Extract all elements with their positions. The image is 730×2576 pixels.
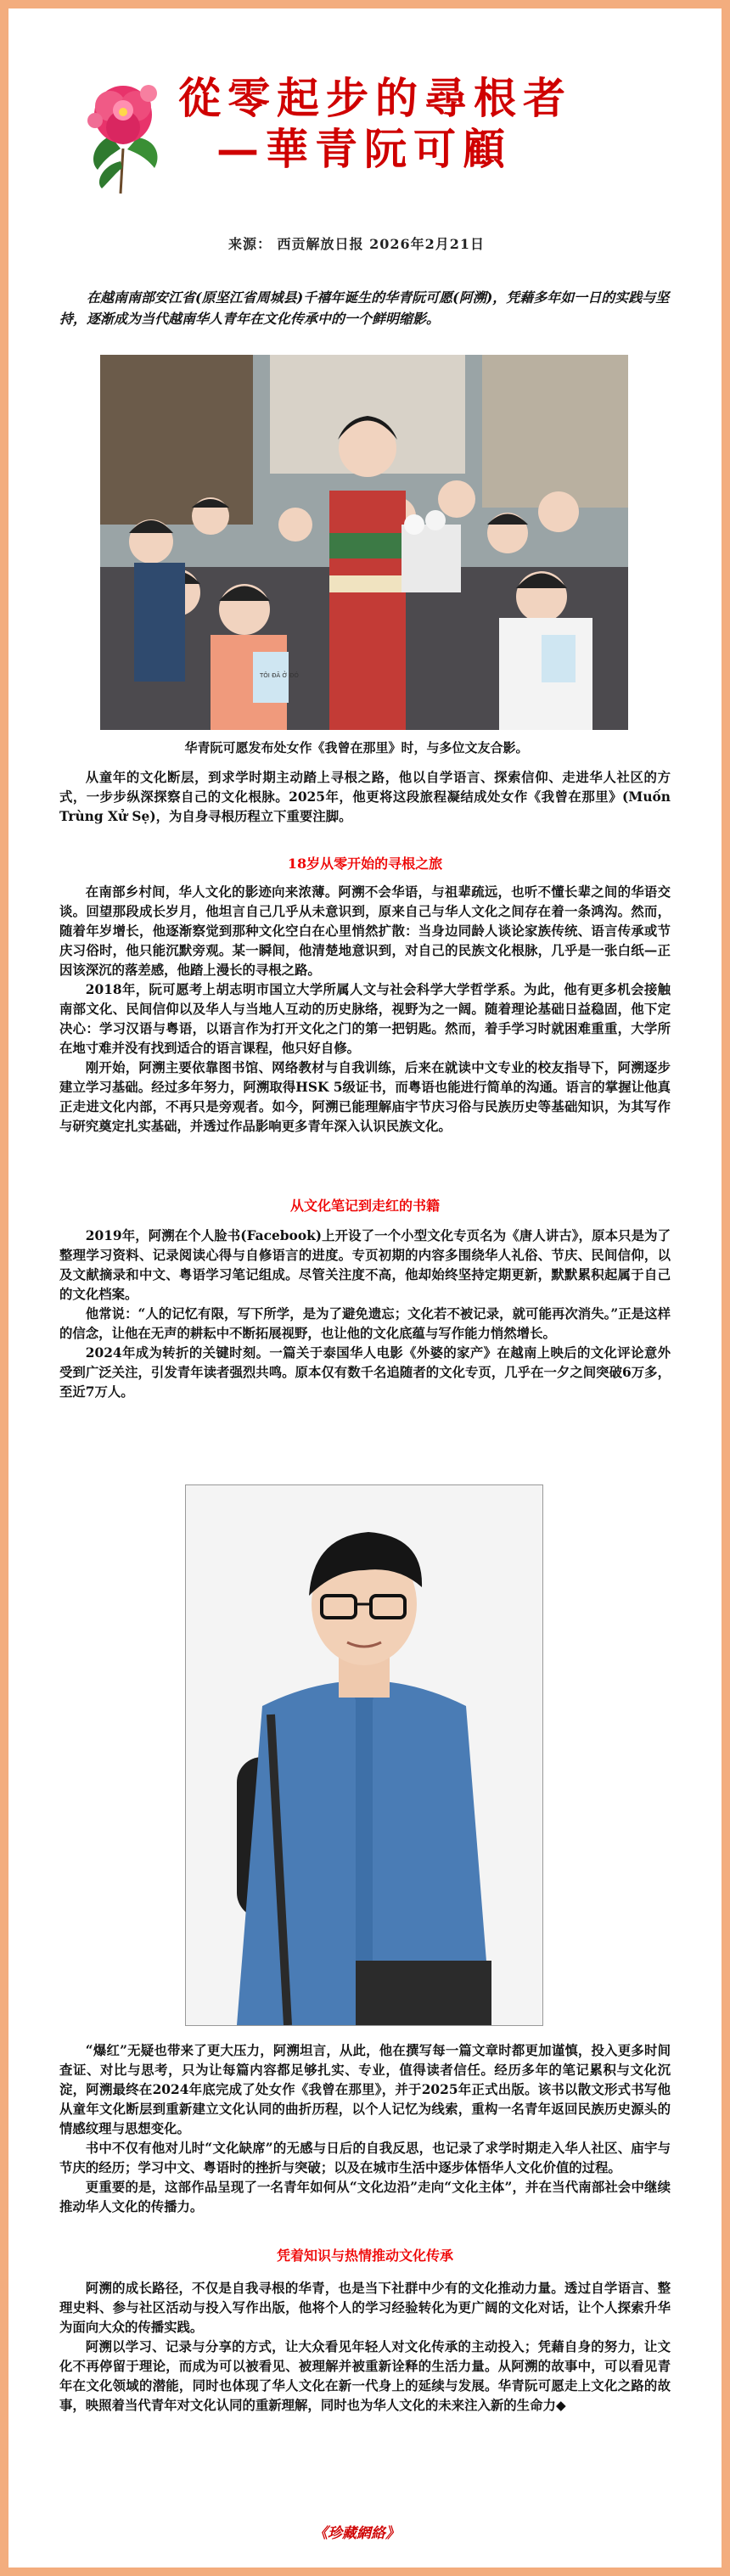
section2-paragraph: 2019年，阿溯在个人脸书(Facebook)上开设了一个小型文化专页名为《唐人讲古》，原本只是为了整理学习资料、记录阅读心得与自修语言的进度。专页初期的内容多围绕华人礼俗、节庆、民间信仰，以及文献摘录和中文、粤语学习笔记组成。尽管关注度不高，他却始终坚持定期更新，默默累积起属于自己的文化档案。	[59, 1228, 671, 1302]
section2-heading: 从文化笔记到走红的书籍	[289, 1198, 440, 1214]
section4-heading: 凭着知识与热情推动文化传承	[276, 2248, 453, 2264]
section2-body	[59, 1226, 671, 1402]
peony-flower-icon	[76, 68, 170, 195]
page-title: 從零起步的尋根者	[178, 73, 572, 123]
section2-paragraph: 他常说：“人的记忆有限，写下所学，是为了避免遗忘；文化若不被记录，就可能再次消失。”正是这样的信念，让他在无声的耕耘中不断拓展视野，也让他的文化底蕴与写作能力悄然增长。	[59, 1306, 671, 1341]
intro-text: 从童年的文化断层，到求学时期主动踏上寻根之路，他以自学语言、探索信仰、走进华人社区的方式，一步步纵深探察自己的文化根脉。2025年，他更将这段旅程凝结成处女作《我曾在那里》(Muốn Trùng Xử Sẹ)，为自身寻根历程立下重要注脚。	[59, 770, 671, 824]
section3-paragraph: “爆红”无疑也带来了更大压力，阿溯坦言，从此，他在撰写每一篇文章时都更加谨慎，投入更多时间查证、对比与思考，只为让每篇内容都足够扎实、专业，值得读者信任。经历多年的笔记累积与文化沉淀，阿溯最终在2024年底完成了处女作《我曾在那里》，并于2025年正式出版。该书以散文形式书写他从童年文化断层到重新建立文化认同的曲折历程，以个人记忆为线索，重构一名青年返回民族历史源头的情感纹理与思想变化。	[59, 2043, 671, 2136]
section1-heading: 18岁从零开始的寻根之旅	[287, 856, 443, 872]
photo1-caption: 华青阮可愿发布处女作《我曾在那里》时，与多位文友合影。	[184, 740, 529, 755]
section2-paragraph: 2024年成为转折的关键时刻。一篇关于泰国华人电影《外婆的家产》在越南上映后的文化评论意外受到广泛关注，引发青年读者强烈共鸣。原本仅有数千名追随者的文化专页，几乎在一夕之间突破6万多，至近7万人。	[59, 1345, 671, 1400]
section1-paragraph: 在南部乡村间，华人文化的影迹向来浓薄。阿溯不会华语，与祖辈疏远，也听不懂长辈之间的华语交谈。回望那段成长岁月，他坦言自己几乎从未意识到，原来自己与华人文化之间存在着一条鸿沟。然而，随着年岁增长，他逐渐察觉到那种文化空白在心里悄然扩散：当身边同龄人谈论家族传统、语言传承或节庆习俗时，他只能沉默旁观。某一瞬间，他清楚地意识到，对自己的民族文化根脉，几乎是一张白纸—正因该深沉的落差感，他踏上漫长的寻根之路。	[59, 884, 671, 978]
section1-body	[59, 883, 671, 1136]
section3-paragraph: 更重要的是，这部作品呈现了一名青年如何从“文化边沿”走向“文化主体”，并在当代南部社会中继续推动华人文化的传播力。	[59, 2180, 671, 2214]
signature: 《珍藏網絡》	[313, 2525, 400, 2542]
page-subtitle: —華青阮可顧	[216, 124, 512, 174]
lead-paragraph: 在越南南部安江省(原坚江省周城县)千禧年诞生的华青阮可愿(阿溯)，凭藉多年如一日的实践与坚持，逐渐成为当代越南华人青年在文化传承中的一个鲜明缩影。	[59, 289, 670, 327]
section4-body	[59, 2279, 671, 2416]
book-cover-text: TÔI ĐÃ Ở ĐÓ	[260, 672, 299, 679]
section1-paragraph: 2018年，阮可愿考上胡志明市国立大学所属人文与社会科学大学哲学系。为此，他有更多机会接触南部文化、民间信仰以及华人与当地人互动的历史脉络，视野为之一阔。随着理论基础日益稳固，他下定决心：学习汉语与粤语，以语言作为打开文化之门的第一把钥匙。然而，着手学习时就困难重重，大学所在地寸难并没有找到适合的语言课程，他只好自修。	[59, 982, 671, 1056]
section3-body	[59, 2041, 671, 2217]
intro-paragraph	[59, 768, 671, 827]
source-line: 来源： 西贡解放日报 2026年2月21日	[227, 236, 486, 252]
portrait-photo	[185, 1484, 543, 2026]
section1-paragraph: 刚开始，阿溯主要依靠图书馆、网络教材与自我训练，后来在就读中文专业的校友指导下，阿溯逐步建立学习基础。经过多年努力，阿溯取得HSK 5级证书，而粤语也能进行简单的沟通。语言的掌握让他真正走进文化内部，不再只是旁观者。如今，阿溯已能理解庙宇节庆习俗与民族历史等基础知识，为其写作与研究奠定扎实基础，并透过作品影响更多青年深入认识民族文化。	[59, 1060, 671, 1134]
section4-paragraph: 阿溯以学习、记录与分享的方式，让大众看见年轻人对文化传承的主动投入；凭藉自身的努力，让文化不再停留于理论，而成为可以被看见、被理解并被重新诠释的生活力量。从阿溯的故事中，可以看见青年在文化领域的潜能，同时也体现了华人文化在新一代身上的延续与发展。华青阮可愿走上文化之路的故事，映照着当代青年对文化认同的重新理解，同时也为华人文化的未来注入新的生命力◆	[59, 2339, 671, 2413]
title-block	[76, 59, 637, 229]
group-photo	[100, 355, 628, 730]
section3-paragraph: 书中不仅有他对儿时“文化缺席”的无感与日后的自我反思，也记录了求学时期走入华人社区、庙宇与节庆的经历；学习中文、粤语时的挫折与突破；以及在城市生活中逐步体悟华人文化价值的过程。	[59, 2141, 671, 2175]
section4-paragraph: 阿溯的成长路径，不仅是自我寻根的华青，也是当下社群中少有的文化推动力量。透过自学语言、整理史料、参与社区活动与投入写作出版，他将个人的学习经验转化为更广阔的文化对话，让个人探索升华为面向大众的传播实践。	[59, 2281, 671, 2335]
